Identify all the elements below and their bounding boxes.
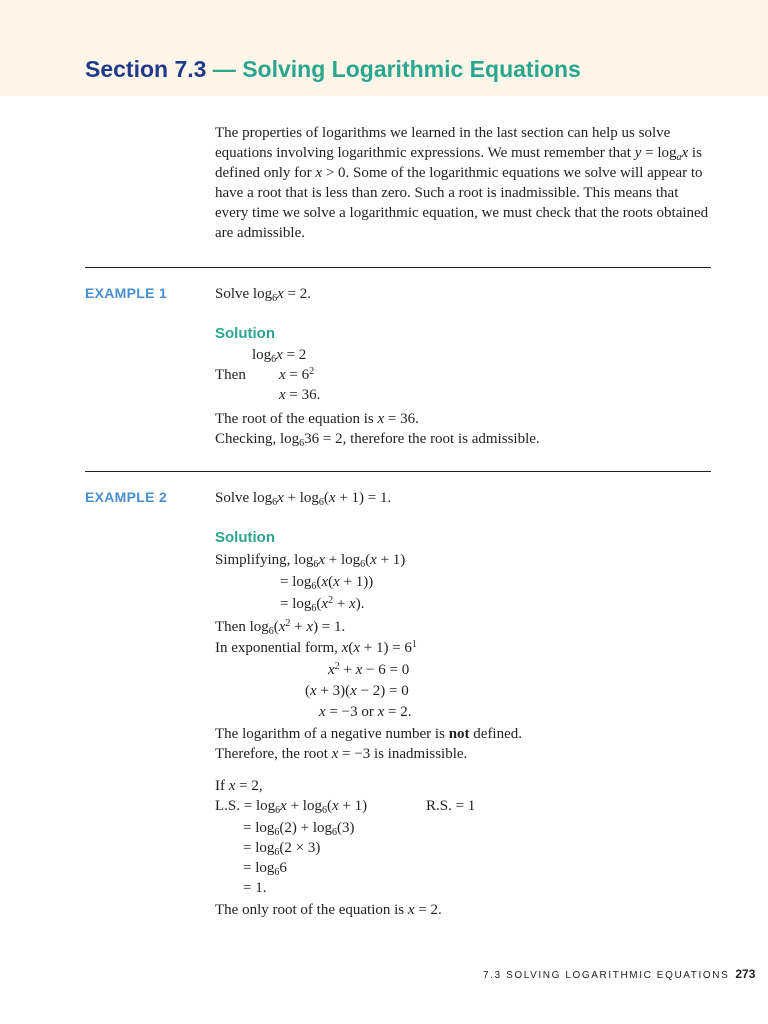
example-2-solution-label: Solution xyxy=(215,529,275,546)
example-2-negative-note: The logarithm of a negative number is not defined. xyxy=(215,726,523,742)
example-2-check-1: = $\log_6(2) + \log_6(3)$ xyxy=(243,820,355,838)
example-2-right-side: R.S. = 1 xyxy=(426,798,476,814)
example-1-step-3: x = 36. xyxy=(279,387,321,403)
example-2-solutions: x = −3 or x = 2. xyxy=(319,704,412,720)
example-2-inadmissible: Therefore, the root x = −3 is inadmissible. xyxy=(215,746,468,762)
example-2-factored: (x + 3)(x − 2) = 0 xyxy=(305,683,409,699)
example-2-quadratic: $x^2 + x - 6 = 0$ xyxy=(328,661,410,678)
example-2-simplify-3: = $\log_6(x^2 + x)$. xyxy=(280,595,365,614)
divider-rule-1 xyxy=(85,267,711,268)
example-2-exponential: In exponential form, $x(x + 1) = 6^1$ xyxy=(215,639,417,656)
example-2-if: If x = 2, xyxy=(215,778,263,794)
example-2-check-4: = 1. xyxy=(243,880,267,896)
example-1-step-2: $x = 6^2$ xyxy=(279,366,315,383)
section-name: Solving Logarithmic Equations xyxy=(242,56,581,82)
divider-rule-2 xyxy=(85,471,711,472)
example-2-label: EXAMPLE 2 xyxy=(85,489,168,505)
example-1-then: Then xyxy=(215,367,246,383)
page-footer xyxy=(483,965,755,983)
example-2-simplify-1: Simplifying, $\log_6x + \log_6(x + 1)$ xyxy=(215,552,406,570)
example-2-then: Then $\log_6(x^2 + x) = 1$. xyxy=(215,618,346,637)
page-title xyxy=(85,56,581,83)
example-1-step-1: $\log_6x = 2$ xyxy=(252,347,307,365)
example-2-check-2: = $\log_6(2 \times 3)$ xyxy=(243,840,321,858)
intro-paragraph: The properties of logarithms we learned in the last section can help us solve equations involving logarithmic expressions. We must remember that $y = \log_ax$ is defined only for x > 0. Some of the logarithmic equations we solve will appear to have a root that is less than zero. Such a root is inadmissible. This means that every time we solve a logarithmic equation, we must check that the roots obtained are admissible. xyxy=(215,125,709,241)
example-2-left-side: L.S. = $\log_6x + \log_6(x + 1)$ xyxy=(215,798,368,816)
example-1-root: The root of the equation is x = 36. xyxy=(215,411,419,427)
example-2-problem: Solve $\log_6x + \log_6(x + 1) = 1$. xyxy=(215,490,392,508)
running-head: 7.3 SOLVING LOGARITHMIC EQUATIONS xyxy=(483,970,730,981)
example-2-final-root: The only root of the equation is x = 2. xyxy=(215,902,442,918)
section-dash: — xyxy=(206,56,243,82)
example-1-problem: Solve $\log_6x = 2$. xyxy=(215,286,311,304)
section-number: Section 7.3 xyxy=(85,56,207,82)
example-1-check: Checking, $\log_636 = 2$, therefore the root is admissible. xyxy=(215,431,540,449)
example-1-label: EXAMPLE 1 xyxy=(85,285,168,301)
page-number: 273 xyxy=(735,967,756,981)
example-2-check-3: = $\log_66$ xyxy=(243,860,287,878)
example-2-simplify-2: = $\log_6(x(x + 1))$ xyxy=(280,574,374,592)
example-1-solution-label: Solution xyxy=(215,325,275,342)
